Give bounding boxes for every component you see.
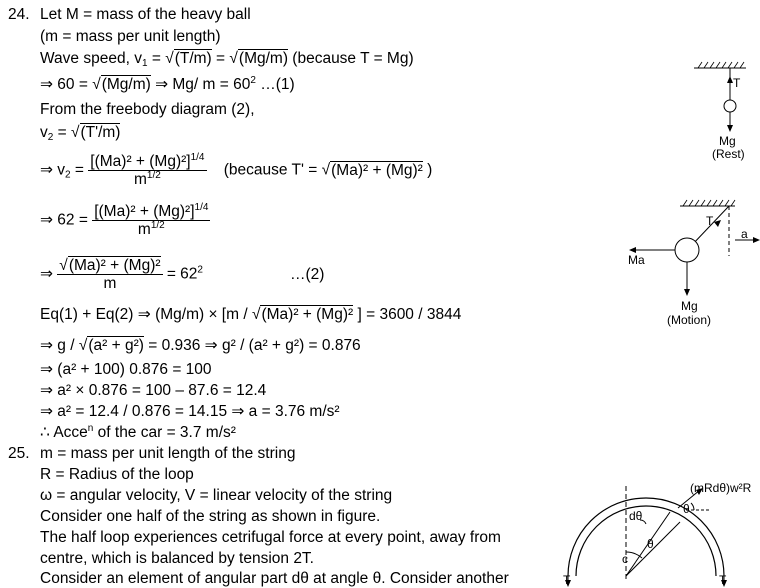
denominator: m bbox=[137, 221, 151, 238]
p24-line-9 bbox=[40, 257, 203, 292]
text: ⇒ Mg/ m = 60 bbox=[150, 76, 251, 93]
p24-line-12: ⇒ (a² + 100) 0.876 = 100 bbox=[40, 361, 212, 378]
label-weight-rest: Mg bbox=[719, 134, 736, 148]
radicand: (Mg/m) bbox=[238, 50, 288, 67]
subscript: 2 bbox=[47, 132, 54, 143]
text: ⇒ v bbox=[40, 161, 66, 179]
label-caption-rest: (Rest) bbox=[712, 147, 745, 161]
numerator: [(Ma)² + (Mg)²] bbox=[90, 153, 191, 170]
text: ∴ Acce bbox=[40, 424, 88, 441]
denominator: m bbox=[133, 171, 147, 188]
radicand: (Mg/m) bbox=[101, 76, 151, 93]
p24-line-3: Wave speed, $v_1 = √(T/m) = √(Mg/m)$ (because T = Mg) bbox=[40, 50, 414, 69]
p24-line-1: Let M = mass of the heavy ball bbox=[40, 6, 251, 23]
diagram-motion bbox=[625, 198, 760, 298]
exponent: 1/2 bbox=[150, 220, 165, 231]
fraction bbox=[92, 203, 210, 238]
text: (because T' = bbox=[223, 161, 322, 179]
problem-number-25: 25. bbox=[8, 445, 30, 462]
equation-tag-2: …(2) bbox=[290, 266, 325, 283]
text: Wave speed, v bbox=[40, 50, 142, 67]
text: (because T = Mg) bbox=[287, 50, 414, 67]
diagram-loop bbox=[560, 480, 740, 587]
p24-line-11: ⇒ g / √(a² + g²) = 0.936 ⇒ g² / (a² + g²) = 0.876 bbox=[40, 337, 361, 354]
p24-line-2: (m = mass per unit length) bbox=[40, 28, 221, 45]
p25-line-2: R = Radius of the loop bbox=[40, 466, 194, 483]
label-dtheta: dθ bbox=[629, 509, 643, 523]
p24-line-13: ⇒ a² × 0.876 = 100 – 87.6 = 12.4 bbox=[40, 382, 267, 399]
label-pseudo-force: Ma bbox=[628, 253, 645, 267]
p24-line-6: $v_2 = √(T'/m)$ bbox=[40, 124, 121, 143]
label-weight-motion: Mg bbox=[681, 299, 698, 313]
text: = 62 bbox=[162, 265, 198, 283]
fraction bbox=[88, 153, 206, 188]
label-centrifugal-force: (mRdθ)w²R bbox=[690, 481, 752, 495]
text: ⇒ 60 = bbox=[40, 76, 93, 93]
text: ) bbox=[422, 161, 433, 179]
p25-line-4: Consider one half of the string as shown in figure. bbox=[40, 508, 381, 525]
p25-line-1: m = mass per unit length of the string bbox=[40, 445, 296, 462]
p24-line-4: ⇒ 60 = √(Mg/m) ⇒ Mg/ $m = 60^2$ …(1) bbox=[40, 75, 295, 93]
problem-number-24: 24. bbox=[8, 6, 30, 23]
exponent: 2 bbox=[197, 264, 203, 276]
numerator: [(Ma)² + (Mg)²] bbox=[94, 203, 195, 220]
text: Eq(1) + Eq(2) ⇒ (Mg/m) × [m / bbox=[40, 306, 252, 323]
radicand: (T/m) bbox=[174, 50, 212, 67]
diagram-rest bbox=[690, 62, 750, 132]
text: of the car = 3.7 m/s² bbox=[93, 424, 236, 441]
denominator: m bbox=[103, 275, 117, 292]
p24-line-8 bbox=[40, 203, 210, 238]
exponent: 1/4 bbox=[190, 152, 205, 163]
p24-line-7: ⇒ $v_2$ = $\frac{[(Ma)^2 + (Mg)^2]^{1/4}}{m^{1/2}}$ (because T' = √(Ma)² + (Mg)² ) bbox=[40, 152, 433, 188]
p25-line-6: centre, which is balanced by tension 2T. bbox=[40, 550, 314, 567]
text: v bbox=[40, 124, 48, 141]
text: = bbox=[70, 161, 89, 179]
exponent: 1/2 bbox=[146, 170, 161, 181]
label-tension-motion: T bbox=[706, 214, 714, 228]
p24-line-5: From the freebody diagram (2), bbox=[40, 101, 255, 118]
label-center: c bbox=[622, 552, 628, 566]
subscript: 2 bbox=[65, 169, 71, 181]
exponent: 2 bbox=[250, 75, 256, 86]
label-accel: a bbox=[741, 227, 748, 241]
p24-line-15 bbox=[40, 424, 236, 442]
label-tension-rest: T bbox=[733, 76, 741, 90]
text: ⇒ 62 = bbox=[40, 211, 93, 229]
p24-line-10: Eq(1) + Eq(2) ⇒ (Mg/m) × [m / √(Ma)² + (Mg)² ] = 3600 / 3844 bbox=[40, 306, 462, 323]
label-theta-force: θ bbox=[683, 502, 690, 516]
text: = bbox=[53, 124, 71, 141]
p25-line-3: ω = angular velocity, V = linear velocity of the string bbox=[40, 487, 393, 504]
subscript: 1 bbox=[141, 58, 148, 69]
text: = bbox=[147, 50, 166, 67]
text: = 0.936 ⇒ g² / (a² + g²) = 0.876 bbox=[143, 337, 361, 354]
p24-line-14: ⇒ a² = 12.4 / 0.876 = 14.15 ⇒ a = 3.76 m/s² bbox=[40, 403, 340, 420]
text: ⇒ g / bbox=[40, 337, 79, 354]
radicand: (a² + g²) bbox=[88, 337, 144, 354]
equation-tag: …(1) bbox=[255, 76, 295, 93]
p25-line-7: Consider an element of angular part dθ at angle θ. Consider another bbox=[40, 570, 509, 587]
radicand: (Ma)² + (Mg)² bbox=[261, 306, 354, 323]
label-tension-left: T bbox=[563, 573, 571, 587]
text: ⇒ bbox=[40, 265, 58, 283]
radicand: (Ma)² + (Mg)² bbox=[331, 161, 423, 179]
text: ] = 3600 / 3844 bbox=[353, 306, 462, 323]
text: = bbox=[211, 50, 230, 67]
label-caption-motion: (Motion) bbox=[667, 313, 712, 327]
radicand: (T'/m) bbox=[80, 124, 121, 141]
radicand: (Ma)² + (Mg)² bbox=[68, 257, 161, 274]
exponent: 1/4 bbox=[194, 202, 209, 213]
label-theta-angle: θ bbox=[647, 537, 654, 551]
superscript: n bbox=[87, 423, 94, 434]
p25-line-5: The half loop experiences cetrifugal force at every point, away from bbox=[40, 529, 501, 546]
fraction: $\frac{\text{√(Ma)² + (Mg)²}}{m}$ bbox=[59, 257, 161, 292]
label-tension-right: T bbox=[719, 573, 727, 587]
